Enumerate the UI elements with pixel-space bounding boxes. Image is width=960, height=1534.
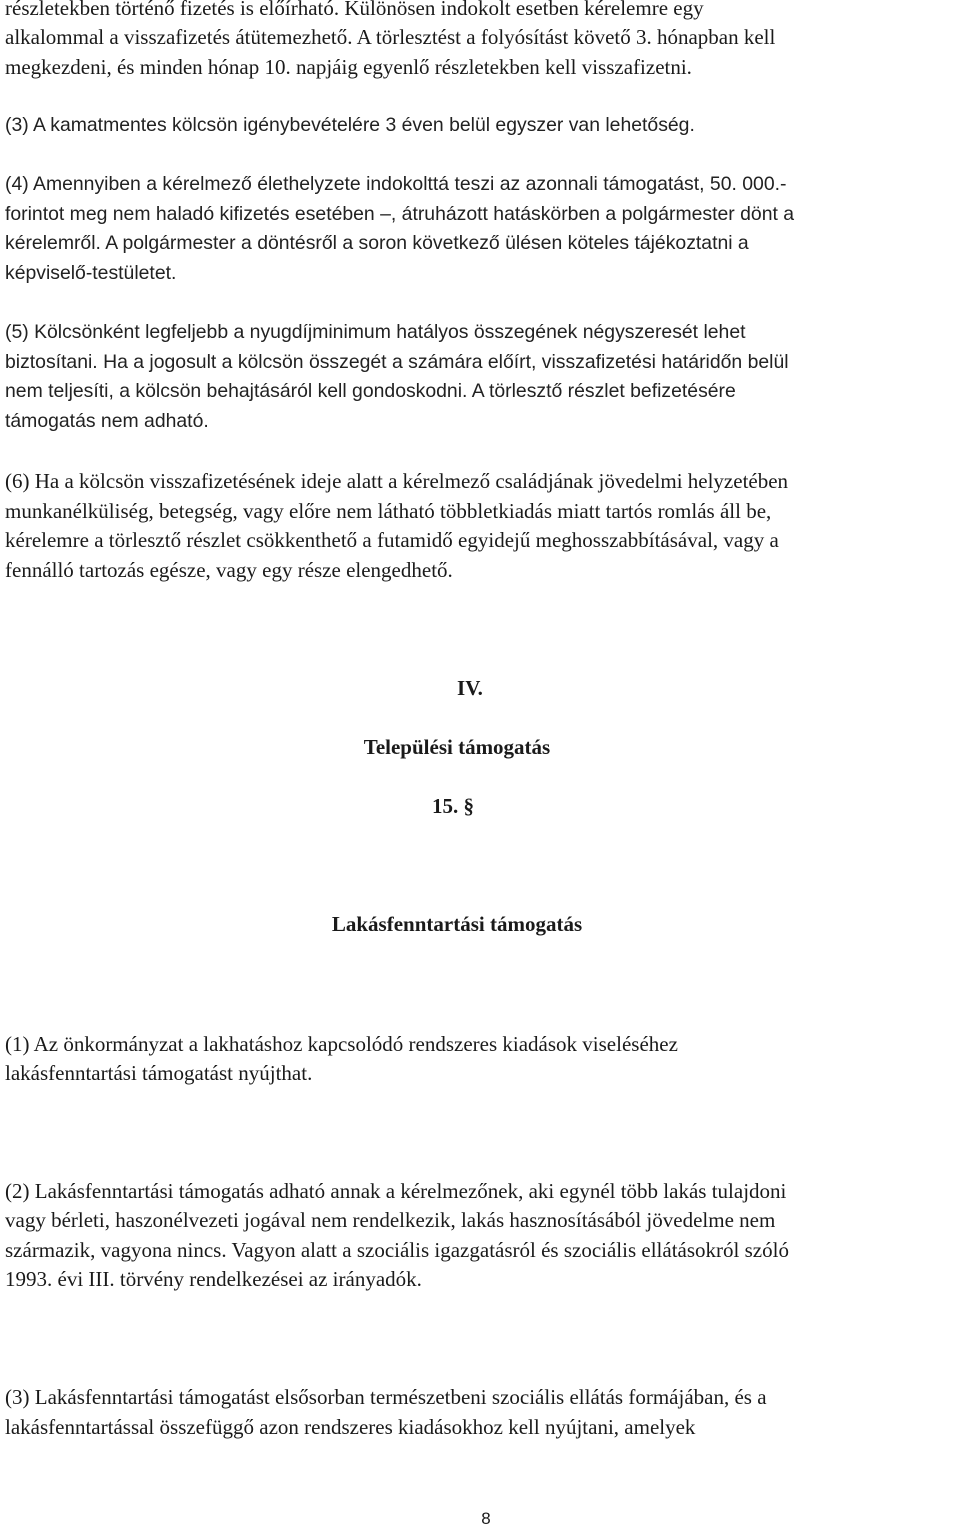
paragraph-3-prev-line-1: (3) A kamatmentes kölcsön igénybevételére 3 éven belül egyszer van lehetőség. — [5, 114, 695, 136]
section-number: 15. — [432, 794, 459, 818]
paragraph-5-prev-line-1: (5) Kölcsönként legfeljebb a nyugdíjminimum hatályos összegének négyszeresét lehet — [5, 321, 746, 343]
paragraph-5-prev-line-4: támogatás nem adható. — [5, 410, 209, 432]
paragraph-intro-line-2: alkalommal a visszafizetés átütemezhető. A törlesztést a folyósítást követő 3. hónapban kell — [5, 25, 776, 49]
paragraph-6-prev-line-1: (6) Ha a kölcsön visszafizetésének ideje alatt a kérelmező családjának jövedelmi helyzetében — [5, 469, 789, 493]
section-title: Lakásfenntartási támogatás — [331, 912, 583, 936]
paragraph-2-line-4: 1993. évi III. törvény rendelkezései az irányadók. — [5, 1267, 422, 1291]
paragraph-4-prev-line-2: forintot meg nem haladó kifizetés esetében –, átruházott hatáskörben a polgármester dönt a — [5, 203, 795, 225]
paragraph-6-prev-line-4: fennálló tartozás egésze, vagy egy része elengedhető. — [5, 558, 453, 582]
paragraph-5-prev-line-2: biztosítani. Ha a jogosult a kölcsön összegét a számára előírt, visszafizetési határidőn belül — [5, 351, 789, 373]
paragraph-1-line-1: (1) Az önkormányzat a lakhatáshoz kapcsolódó rendszeres kiadások viseléséhez — [5, 1032, 678, 1056]
page-number: 8 — [481, 1509, 491, 1528]
paragraph-6-prev-line-2: munkanélküliség, betegség, vagy előre nem látható többletkiadás miatt tartós romlás áll be, — [5, 499, 772, 523]
paragraph-2-line-3: származik, vagyona nincs. Vagyon alatt a szociális igazgatásról és szociális ellátásokról szóló — [5, 1238, 789, 1262]
chapter-title: Települési támogatás — [363, 735, 551, 759]
paragraph-2-line-1: (2) Lakásfenntartási támogatás adható annak a kérelmezőnek, aki egynél több lakás tulajdoni — [5, 1179, 787, 1203]
paragraph-intro-line-3: megkezdeni, és minden hónap 10. napjáig egyenlő részletekben kell visszafizetni. — [5, 55, 692, 79]
chapter-number: IV. — [457, 676, 483, 700]
paragraph-intro-line-1: részletekben történő fizetés is előírható. Különösen indokolt esetben kérelemre egy — [5, 0, 704, 20]
paragraph-4-prev-line-3: kérelemről. A polgármester a döntésről a soron következő ülésen köteles tájékoztatni a — [5, 232, 749, 254]
paragraph-5-prev-line-3: nem teljesíti, a kölcsön behajtásáról kell gondoskodni. A törlesztő részlet befizetésére — [5, 380, 736, 402]
paragraph-3-line-1: (3) Lakásfenntartási támogatást elsősorban természetbeni szociális ellátás formájában, és a — [5, 1385, 767, 1409]
paragraph-1-line-2: lakásfenntartási támogatást nyújthat. — [5, 1061, 313, 1085]
paragraph-6-prev-line-3: kérelemre a törlesztő részlet csökkenthető a futamidő egyidejű meghosszabbításával, vagy a — [5, 528, 779, 552]
section-symbol: § — [463, 794, 474, 818]
paragraph-4-prev-line-1: (4) Amennyiben a kérelmező élethelyzete indokolttá teszi az azonnali támogatást, 50. 000.- — [5, 173, 787, 195]
paragraph-4-prev-line-4: képviselő-testületet. — [5, 262, 177, 284]
section-heading — [0, 792, 933, 822]
paragraph-2-line-2: vagy bérleti, haszonélvezeti jogával nem rendelkezik, lakás hasznosításából jövedelme nem — [5, 1208, 776, 1232]
paragraph-3-line-2: lakásfenntartással összefüggő azon rendszeres kiadásokhoz kell nyújtani, amelyek — [5, 1415, 696, 1439]
